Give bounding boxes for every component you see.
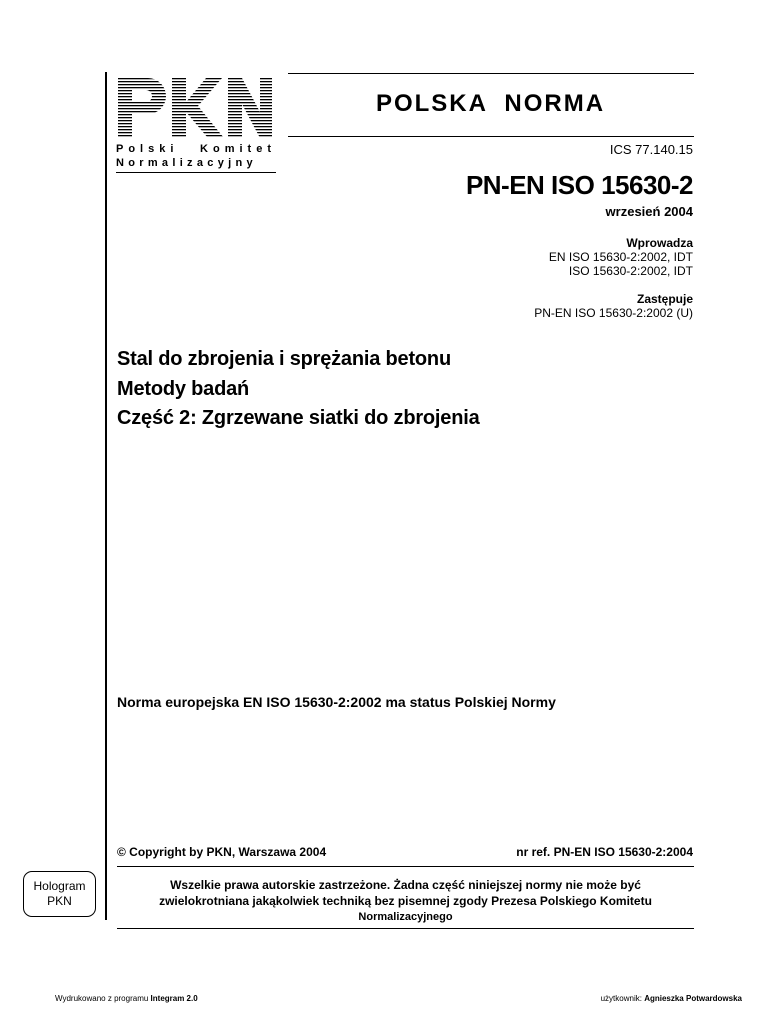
org-word-komitet: Komitet	[200, 143, 276, 155]
rights-line: zwielokrotniana jakąkolwiek techniką bez pisemnej zgody Prezesa Polskiego Komitetu	[159, 894, 652, 908]
standard-number: PN-EN ISO 15630-2	[465, 170, 693, 200]
org-word-polski: Polski	[116, 143, 179, 155]
rights-line: Normalizacyjnego	[358, 911, 453, 923]
reference-number: nr ref. PN-EN ISO 15630-2:2004	[516, 845, 693, 859]
org-name-line1	[116, 143, 276, 155]
rights-notice	[117, 877, 694, 925]
logo-underline	[116, 172, 276, 173]
copyright-rule	[117, 866, 694, 867]
hologram-label: PKN	[47, 894, 72, 908]
status-statement: Norma europejska EN ISO 15630-2:2002 ma status Polskiej Normy	[117, 694, 556, 710]
rights-line: Wszelkie prawa autorskie zastrzeżone. Żadna część niniejszej normy nie może być	[170, 878, 641, 892]
hologram-box	[23, 871, 96, 917]
introduces-item: EN ISO 15630-2:2002, IDT	[548, 250, 693, 264]
footer-left-text: Wydrukowano z programu	[55, 994, 149, 1003]
introduces-label: Wprowadza	[626, 236, 693, 250]
org-name-line2: Normalizacyjny	[116, 157, 257, 169]
pkn-logo	[114, 72, 276, 142]
footer-user-info	[601, 994, 742, 1003]
footer-program-name: Integram 2.0	[150, 994, 198, 1003]
bottom-rule	[117, 928, 694, 929]
replaces-label: Zastępuje	[636, 292, 693, 306]
hologram-label: Hologram	[33, 879, 86, 893]
doc-type-heading: POLSKA NORMA	[375, 90, 606, 117]
ics-code: ICS 77.140.15	[609, 142, 693, 157]
top-rule	[288, 73, 694, 74]
heading-rule	[288, 136, 694, 137]
left-vertical-rule	[105, 72, 107, 920]
introduces-item: ISO 15630-2:2002, IDT	[568, 264, 693, 278]
footer-user-name: Agnieszka Potwardowska	[644, 994, 742, 1003]
title-line: Część 2: Zgrzewane siatki do zbrojenia	[117, 407, 480, 429]
title-line: Stal do zbrojenia i sprężania betonu	[117, 348, 451, 370]
copyright: © Copyright by PKN, Warszawa 2004	[117, 845, 327, 859]
footer-print-info	[55, 994, 198, 1003]
publication-date: wrzesień 2004	[605, 204, 693, 219]
title-line: Metody badań	[117, 378, 250, 400]
replaces-item: PN-EN ISO 15630-2:2002 (U)	[534, 306, 693, 320]
footer-right-text: użytkownik:	[600, 994, 642, 1003]
